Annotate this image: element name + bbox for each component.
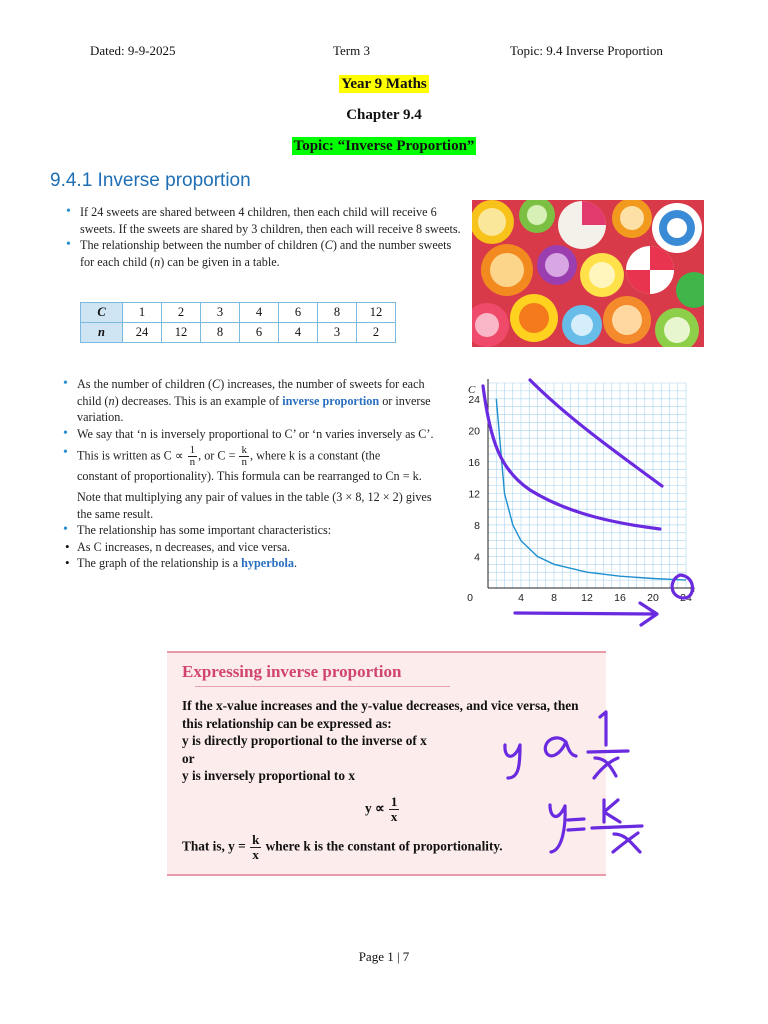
ink-equals: [568, 819, 584, 830]
definition-text: If the x-value increases and the y-value decreases, and vice versa, then this relationship can be expressed as:: [182, 698, 579, 731]
topic-title: Topic: “Inverse Proportion”: [293, 138, 475, 154]
table-cell: n: [81, 323, 123, 343]
header-topic: Topic: 9.4 Inverse Proportion: [510, 43, 663, 58]
ink-y2: [550, 805, 565, 852]
chapter-title: Chapter 9.4: [346, 107, 422, 123]
ink-arrow: [515, 603, 657, 625]
definition-box-title: Expressing inverse proportion: [182, 662, 402, 681]
ink-frac-bar2: [592, 826, 642, 828]
notes-bullet: • This is written as C ∝ $\frac{1}{n}$ , or C = $\frac{k}{n}$ , where k is a constant (the constant of proportionality). This formula can be rearranged to Cn = k. Note that multiplying any pair of values in the table (3 × 8, 12 × 2) gives the same result.: [63, 445, 435, 522]
definition-text: y is directly proportional to the inverse of x: [182, 733, 427, 748]
y-tick-label: 12: [468, 488, 480, 501]
table-cell: 6: [240, 323, 279, 343]
y-tick-label: 16: [468, 456, 480, 469]
notes-subbullet: • The graph of the relationship is a hyperbola.: [63, 555, 435, 572]
x-tick-label: 20: [647, 592, 659, 604]
proportion-formula: y ∝ $\frac{1}{x}$: [365, 794, 398, 824]
year-title: Year 9 Maths: [341, 76, 427, 92]
ink-k: [604, 800, 620, 822]
intro-bullet: • The relationship between the number of children (C) and the number sweets for each child (n) can be given in a table.: [66, 237, 466, 270]
x-tick-label: 0: [467, 592, 473, 604]
table-cell: C: [81, 303, 123, 323]
y-tick-label: 24: [468, 393, 480, 406]
notes-subbullet: • As C increases, n decreases, and vice versa.: [63, 539, 435, 556]
x-tick-label: 4: [518, 592, 524, 604]
ink-one: [600, 712, 606, 745]
header-term: Term 3: [333, 43, 370, 58]
table-cell: 8: [318, 303, 357, 323]
table-cell: 4: [279, 323, 318, 343]
table-cell: 8: [201, 323, 240, 343]
notes-bullet: • We say that ‘n is inversely proportional to C’ or ‘n varies inversely as C’.: [63, 426, 435, 443]
table-cell: 1: [123, 303, 162, 323]
ink-frac-bar1: [588, 751, 628, 752]
y-tick-label: 20: [468, 425, 480, 438]
ink-alpha: [545, 738, 576, 756]
ink-circle: [672, 575, 692, 598]
page-number: Page 1 | 7: [358, 949, 410, 964]
inverse-proportion-term: inverse proportion: [282, 393, 380, 408]
header-date: Dated: 9-9-2025: [90, 43, 176, 58]
definition-text: y is inversely proportional to x: [182, 768, 355, 783]
x-tick-label: 16: [614, 592, 626, 604]
ink-curve-upper: [530, 380, 662, 486]
x-axis-label: n: [690, 584, 695, 595]
table-cell: 2: [162, 303, 201, 323]
intro-bullet: • If 24 sweets are shared between 4 children, then each child will receive 6 sweets. If the sweets are shared by 3 children, then each will receive 8 sweets.: [66, 204, 466, 237]
notes-bullet: • The relationship has some important characteristics:: [63, 522, 435, 539]
x-tick-label: 8: [551, 592, 557, 604]
ink-curve-middle: [483, 386, 660, 529]
table-cell: 24: [123, 323, 162, 343]
table-cell: 3: [201, 303, 240, 323]
ink-x2: [613, 833, 640, 852]
equation-formula: That is, y = $\frac{k}{x}$ where k is the constant of proportionality.: [182, 832, 503, 862]
table-cell: 2: [357, 323, 396, 343]
section-title: 9.4.1 Inverse proportion: [50, 170, 251, 191]
x-tick-label: 12: [581, 592, 593, 604]
table-cell: 4: [240, 303, 279, 323]
ink-x1: [594, 758, 618, 778]
definition-text: or: [182, 750, 195, 766]
table-cell: 3: [318, 323, 357, 343]
table-cell: 12: [357, 303, 396, 323]
notes-bullet: • As the number of children (C) increases, the number of sweets for each child (n) decreases. This is an example of inverse proportion or inverse variation.: [63, 376, 435, 426]
table-cell: 6: [279, 303, 318, 323]
ink-y1: [505, 745, 520, 778]
table-cell: 12: [162, 323, 201, 343]
x-tick-label: 24: [680, 592, 692, 604]
y-axis-label: C: [468, 384, 476, 396]
y-tick-label: 8: [474, 519, 480, 532]
y-tick-label: 4: [474, 551, 480, 564]
